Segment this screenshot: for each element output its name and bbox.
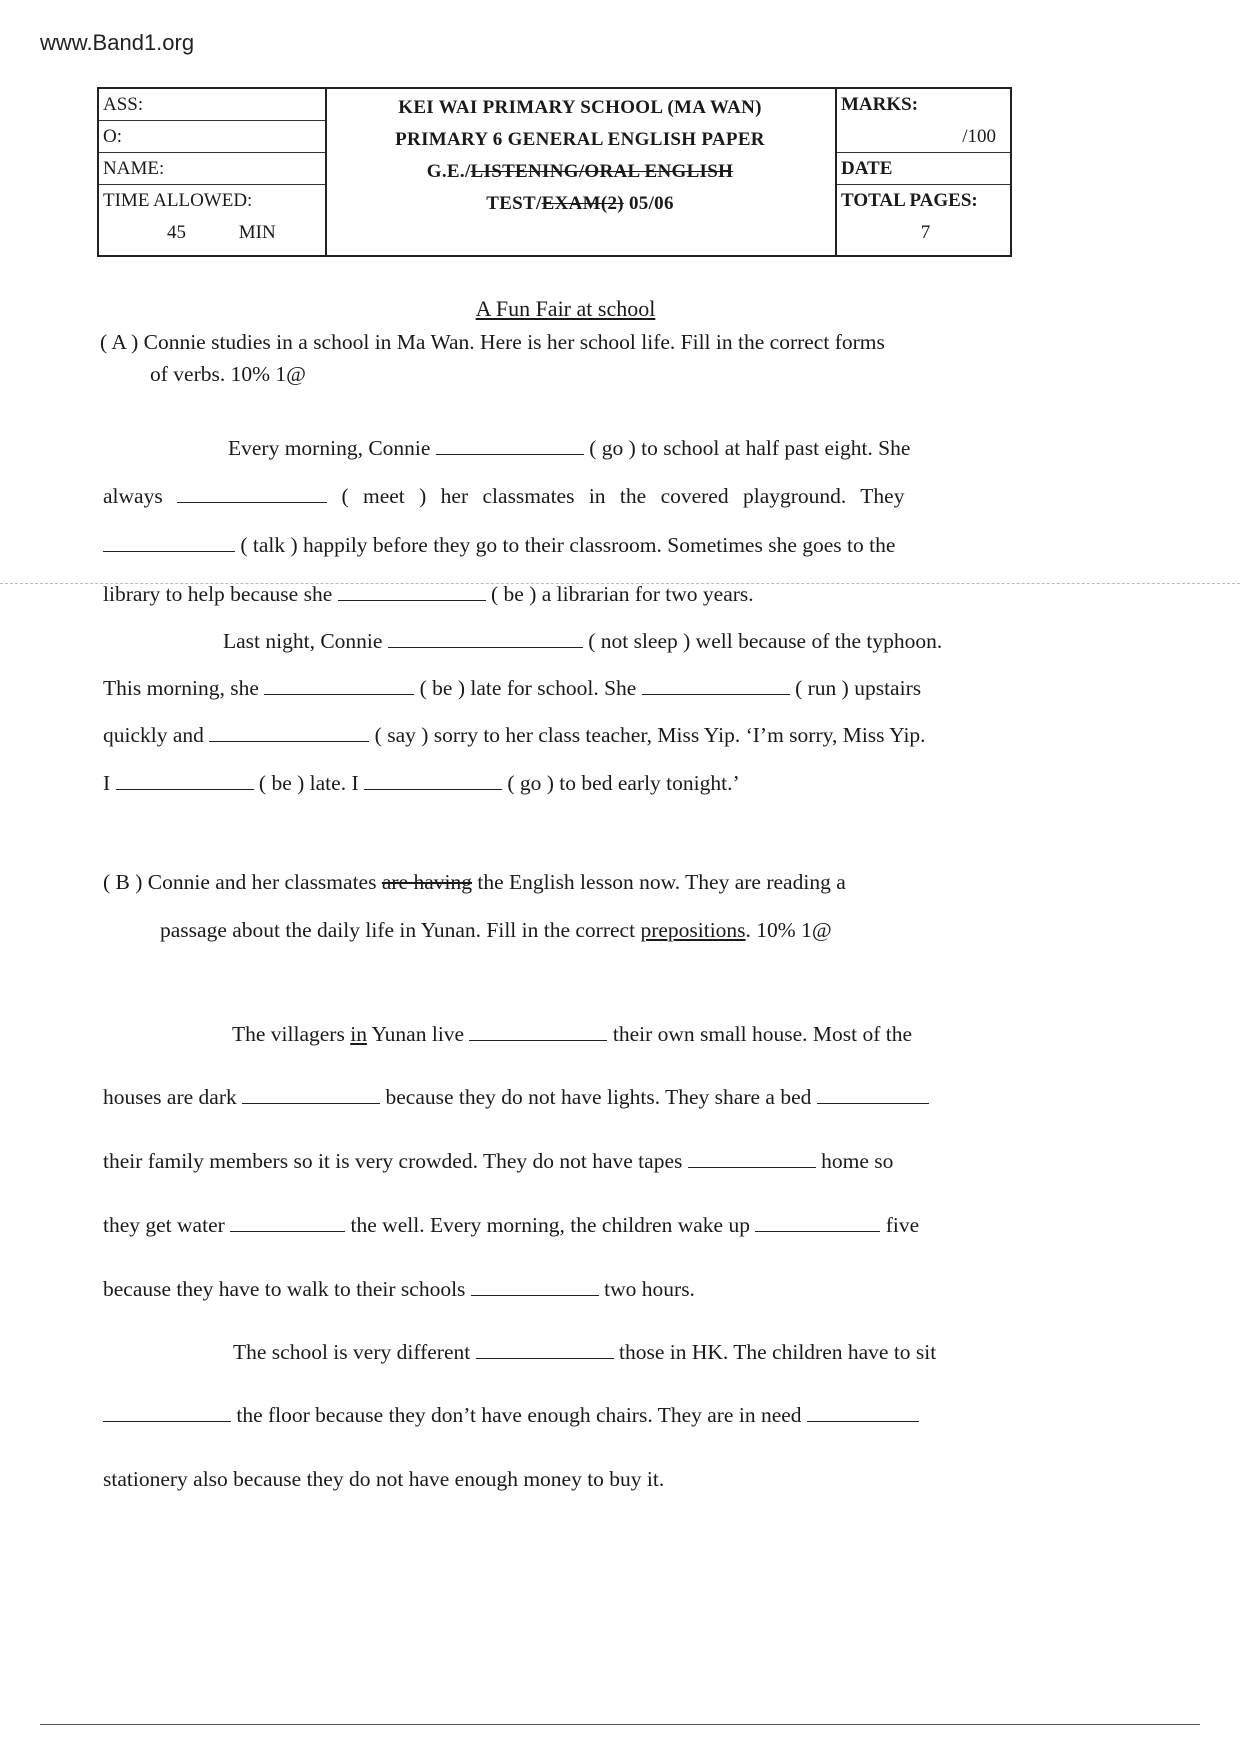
text: five bbox=[885, 1213, 920, 1237]
test-struck-text: EXAM(2) bbox=[541, 193, 624, 214]
text: library to help because she bbox=[103, 582, 338, 606]
exam-header-table bbox=[97, 87, 1012, 257]
answer-blank-a7[interactable] bbox=[642, 676, 790, 695]
subject-struck-text: LISTENING/ORAL ENGLISH bbox=[470, 161, 734, 182]
name-label: NAME: bbox=[99, 153, 325, 185]
answer-blank-a8[interactable] bbox=[209, 723, 369, 742]
text: I bbox=[103, 771, 116, 795]
text: houses are dark bbox=[103, 1085, 243, 1109]
scan-artifact-line bbox=[0, 583, 1240, 584]
section-b-line-1 bbox=[232, 1022, 912, 1047]
text: ( B ) Connie and her classmates bbox=[103, 870, 382, 894]
section-a-line-3 bbox=[103, 533, 895, 558]
answer-blank-a6[interactable] bbox=[264, 676, 414, 695]
text: their own small house. Most of the bbox=[612, 1022, 913, 1046]
section-a-instruction-1: ( A ) Connie studies in a school in Ma Wan. Here is her school life. Fill in the correct forms bbox=[100, 330, 885, 354]
answer-blank-b8[interactable] bbox=[476, 1340, 614, 1359]
answer-blank-a3[interactable] bbox=[103, 533, 235, 552]
text: home so bbox=[821, 1149, 894, 1173]
time-allowed-label: TIME ALLOWED: bbox=[103, 190, 253, 211]
test-text: TEST/ bbox=[486, 193, 542, 214]
text: ( talk ) happily before they go to their classroom. Sometimes she goes to the bbox=[240, 533, 896, 557]
text: those in HK. The children have to sit bbox=[618, 1340, 937, 1364]
text: This morning, she bbox=[103, 676, 265, 700]
text: the floor because they don’t have enough chairs. They are in need bbox=[236, 1403, 807, 1427]
site-watermark: www.Band1.org bbox=[40, 30, 195, 55]
class-label: ASS: bbox=[99, 89, 325, 121]
text: because they do not have lights. They share a bed bbox=[385, 1085, 817, 1109]
text: two hours. bbox=[604, 1277, 695, 1301]
time-unit: MIN bbox=[238, 222, 276, 243]
marks-column bbox=[835, 89, 1010, 255]
answer-blank-a4[interactable] bbox=[338, 582, 486, 601]
date-label: DATE bbox=[837, 153, 1010, 185]
underlined-word: in bbox=[350, 1022, 367, 1046]
answer-blank-a9[interactable] bbox=[116, 771, 254, 790]
text: The villagers bbox=[232, 1022, 351, 1046]
text: ( run ) upstairs bbox=[795, 676, 922, 700]
text: their family members so it is very crowded. They do not have tapes bbox=[103, 1149, 688, 1173]
section-a-line-2 bbox=[103, 484, 904, 509]
student-info-column bbox=[99, 89, 327, 255]
school-name: KEI WAI PRIMARY SCHOOL (MA WAN) bbox=[398, 97, 762, 118]
test-year: 05/06 bbox=[623, 193, 674, 214]
section-a-line-5 bbox=[223, 629, 942, 654]
answer-blank-b5[interactable] bbox=[230, 1213, 345, 1232]
subject-text: G.E./ bbox=[426, 161, 471, 182]
answer-blank-b9[interactable] bbox=[103, 1403, 231, 1422]
text: always bbox=[103, 484, 178, 508]
answer-blank-a2[interactable] bbox=[177, 484, 327, 503]
answer-blank-b7[interactable] bbox=[471, 1277, 599, 1296]
section-b-line-8 bbox=[103, 1467, 664, 1492]
answer-blank-b10[interactable] bbox=[807, 1403, 919, 1422]
section-b-line-4 bbox=[103, 1213, 919, 1238]
section-a-line-1 bbox=[228, 436, 910, 461]
answer-blank-b3[interactable] bbox=[817, 1085, 929, 1104]
section-a-line-4 bbox=[103, 582, 754, 607]
text: ( go ) to bed early tonight.’ bbox=[507, 771, 740, 795]
section-a-line-8 bbox=[103, 771, 740, 796]
time-allowed-value bbox=[99, 217, 325, 249]
number-label: O: bbox=[99, 121, 325, 153]
paper-title: PRIMARY 6 GENERAL ENGLISH PAPER bbox=[395, 129, 765, 150]
answer-blank-b4[interactable] bbox=[688, 1149, 816, 1168]
paper-info-column bbox=[325, 89, 835, 255]
text: ( go ) to school at half past eight. She bbox=[589, 436, 911, 460]
answer-blank-b6[interactable] bbox=[755, 1213, 880, 1232]
total-pages-value: 7 bbox=[920, 222, 931, 243]
text: ( meet ) her classmates in the covered playground. They bbox=[341, 484, 905, 508]
text: Every morning, Connie bbox=[228, 436, 436, 460]
time-value: 45 bbox=[167, 222, 186, 243]
text: quickly and bbox=[103, 723, 210, 747]
section-b-instruction-1 bbox=[103, 870, 846, 895]
text: ( say ) sorry to her class teacher, Miss Yip. ‘I’m sorry, Miss Yip. bbox=[374, 723, 926, 747]
text: because they have to walk to their schools bbox=[103, 1277, 471, 1301]
text: Yunan live bbox=[366, 1022, 470, 1046]
text: . 10% 1@ bbox=[745, 918, 832, 942]
paper-type bbox=[325, 193, 835, 215]
section-b-line-3 bbox=[103, 1149, 893, 1174]
text: ( be ) a librarian for two years. bbox=[491, 582, 754, 606]
text: they get water bbox=[103, 1213, 231, 1237]
section-b-line-7 bbox=[103, 1403, 919, 1428]
text: the English lesson now. They are reading a bbox=[471, 870, 846, 894]
text: The school is very different bbox=[233, 1340, 476, 1364]
section-b-line-5 bbox=[103, 1277, 695, 1302]
answer-blank-a1[interactable] bbox=[436, 436, 584, 455]
marks-total: /100 bbox=[837, 121, 1010, 153]
answer-blank-b1[interactable] bbox=[469, 1022, 607, 1041]
section-b-line-2 bbox=[103, 1085, 929, 1110]
section-b-instruction-2 bbox=[160, 918, 832, 943]
answer-blank-a5[interactable] bbox=[388, 629, 583, 648]
underlined-text: prepositions bbox=[640, 918, 746, 942]
worksheet-title: A Fun Fair at school bbox=[475, 296, 656, 321]
page-bottom-rule bbox=[40, 1724, 1200, 1725]
answer-blank-b2[interactable] bbox=[242, 1085, 380, 1104]
text: ( be ) late. I bbox=[258, 771, 364, 795]
text: ( be ) late for school. She bbox=[419, 676, 642, 700]
text: stationery also because they do not have enough money to buy it. bbox=[103, 1467, 665, 1491]
section-a-instruction-2: of verbs. 10% 1@ bbox=[150, 362, 306, 386]
marks-label: MARKS: bbox=[841, 94, 919, 115]
total-pages-label: TOTAL PAGES: bbox=[841, 190, 978, 211]
struck-text: are having bbox=[381, 870, 472, 894]
paper-subject bbox=[325, 161, 835, 183]
answer-blank-a10[interactable] bbox=[364, 771, 502, 790]
text: ( not sleep ) well because of the typhoon. bbox=[588, 629, 943, 653]
text: passage about the daily life in Yunan. Fill in the correct bbox=[160, 918, 641, 942]
section-a-line-7 bbox=[103, 723, 926, 748]
section-b-line-6 bbox=[233, 1340, 936, 1365]
section-a-line-6 bbox=[103, 676, 921, 701]
text: Last night, Connie bbox=[223, 629, 388, 653]
text: the well. Every morning, the children wake up bbox=[350, 1213, 756, 1237]
